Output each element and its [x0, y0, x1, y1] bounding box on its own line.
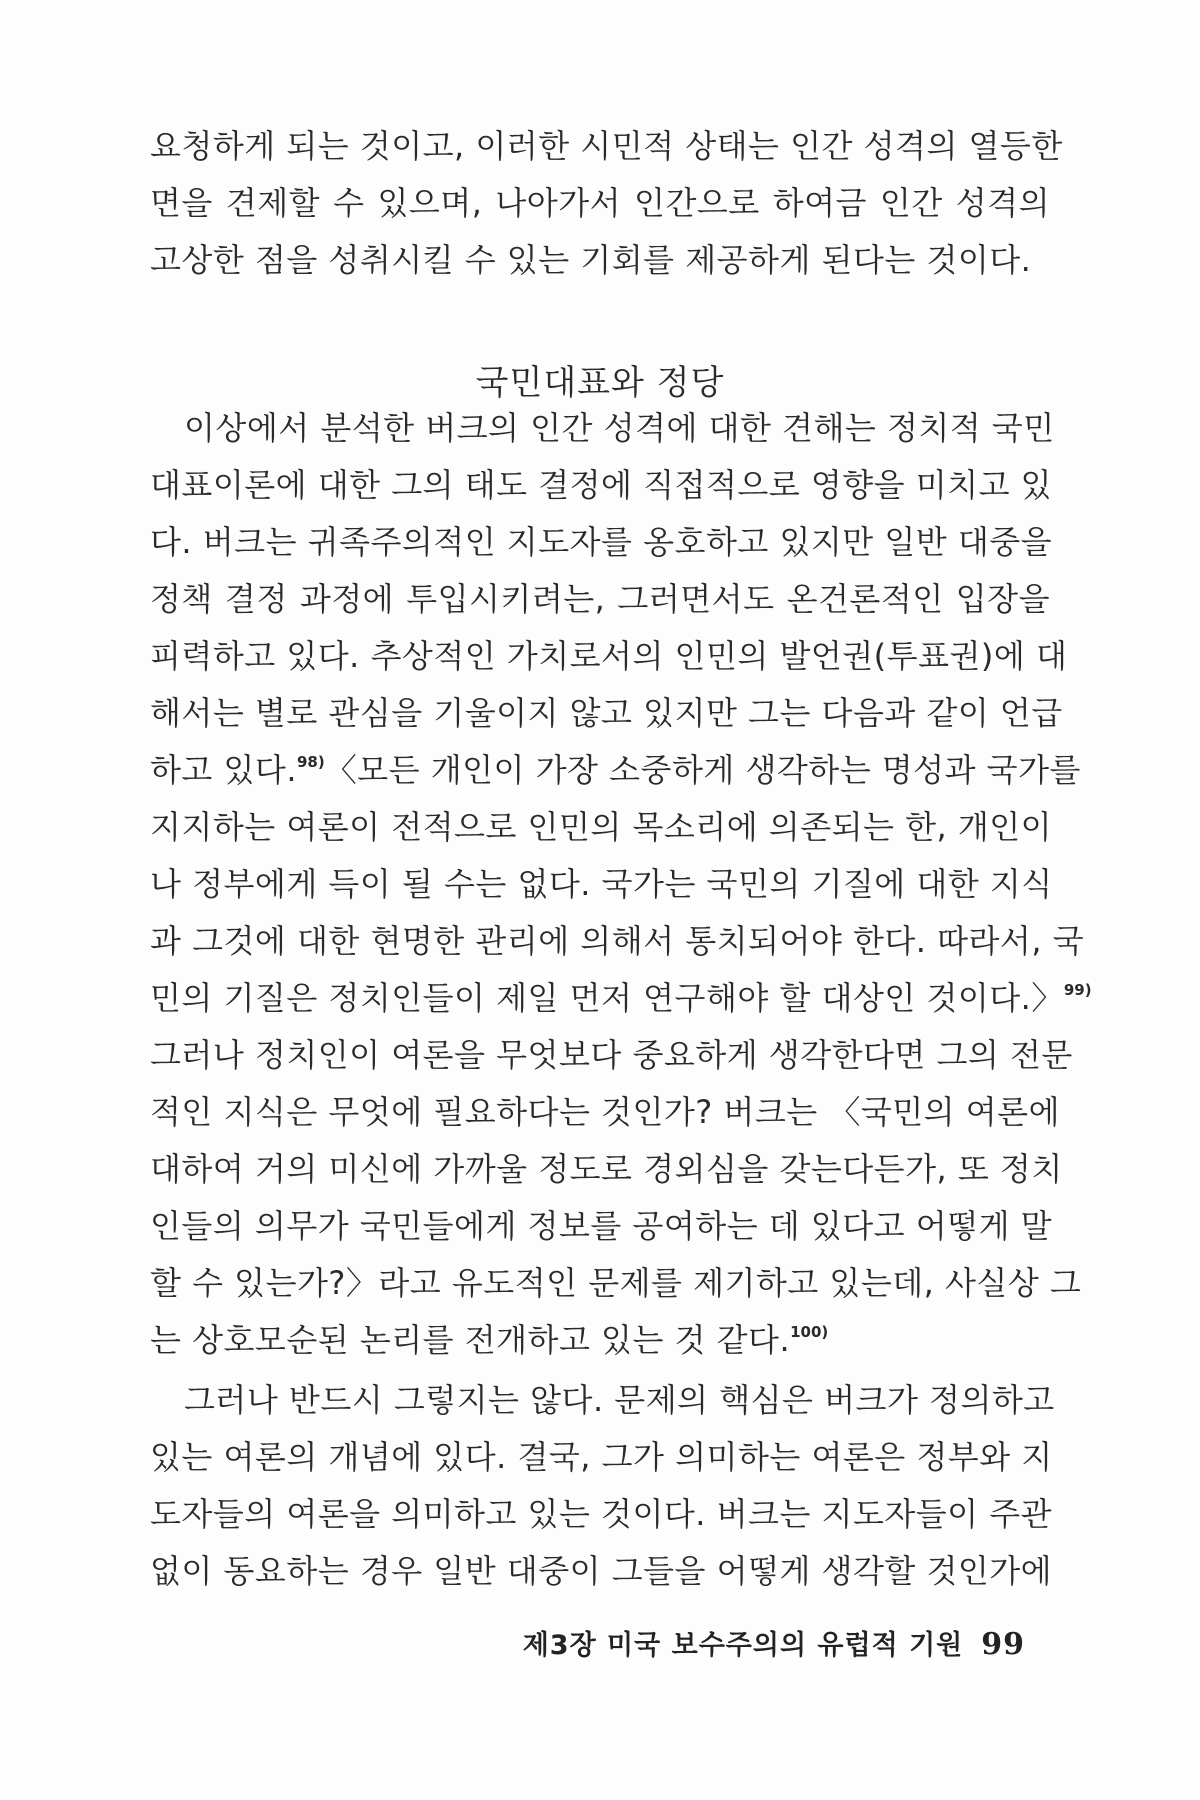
- intro-line-3: 고상한 점을 성취시킬 수 있는 기회를 제공하게 된다는 것이다.: [150, 241, 1032, 279]
- para2-line-4: 없이 동요하는 경우 일반 대중이 그들을 어떻게 생각할 것인가에: [150, 1552, 1053, 1590]
- para1-line-11-text: 민의 기질은 정치인들이 제일 먼저 연구해야 할 대상인 것이다.〉: [150, 979, 1064, 1017]
- para1-line-17: [150, 1312, 1050, 1369]
- para1-line-14: 대하여 거의 미신에 가까울 정도로 경외심을 갖는다든가, 또 정치: [150, 1150, 1063, 1188]
- intro-line-2: 면을 견제할 수 있으며, 나아가서 인간으로 하여금 인간 성격의: [150, 184, 1050, 222]
- para1-line-7-start: 하고 있다.: [150, 751, 297, 789]
- section-heading: 국민대표와 정당: [475, 363, 725, 403]
- para2-line-2: 있는 여론의 개념에 있다. 결국, 그가 의미하는 여론은 정부와 지: [150, 1438, 1053, 1476]
- para1-line-12: 그러나 정치인이 여론을 무엇보다 중요하게 생각한다면 그의 전문: [150, 1036, 1073, 1074]
- para1-line-5: 피력하고 있다. 추상적인 가치로서의 인민의 발언권(투표권)에 대: [150, 637, 1068, 675]
- para1-line-1: 이상에서 분석한 버크의 인간 성격에 대한 견해는 정치적 국민: [184, 409, 1055, 447]
- running-title: 제3장 미국 보수주의의 유럽적 기원: [522, 1630, 964, 1661]
- para1-line-7-end: 〈모든 개인이 가장 소중하게 생각하는 명성과 국가를: [324, 751, 1081, 789]
- footnote-ref-100: 100): [790, 1323, 829, 1341]
- paragraph-1: [150, 400, 1092, 1369]
- para1-line-4: 정책 결정 과정에 투입시키려는, 그러면서도 온건론적인 입장을: [150, 580, 1050, 618]
- paragraph-2: [150, 1372, 1055, 1600]
- intro-line-1: 요청하게 되는 것이고, 이러한 시민적 상태는 인간 성격의 열등한: [150, 127, 1063, 165]
- para1-line-17-text: 는 상호모순된 논리를 전개하고 있는 것 같다.: [150, 1321, 791, 1359]
- page-footer: [150, 1623, 1025, 1662]
- para1-line-6: 해서는 별로 관심을 기울이지 않고 있지만 그는 다음과 같이 언급: [150, 694, 1063, 732]
- para2-line-3: 도자들의 여론을 의미하고 있는 것이다. 버크는 지도자들이 주관: [150, 1495, 1053, 1533]
- para1-line-3: 다. 버크는 귀족주의적인 지도자를 옹호하고 있지만 일반 대중을: [150, 523, 1053, 561]
- para1-line-10: 과 그것에 대한 현명한 관리에 의해서 통치되어야 한다. 따라서, 국: [150, 922, 1085, 960]
- intro-paragraph: [150, 118, 1063, 289]
- para1-line-16: 할 수 있는가?〉라고 유도적인 문제를 제기하고 있는데, 사실상 그: [150, 1264, 1082, 1302]
- footnote-ref-98: 98): [297, 753, 325, 771]
- footnote-ref-99: 99): [1063, 981, 1092, 999]
- para1-line-7: [150, 742, 1081, 799]
- para1-line-2: 대표이론에 대한 그의 태도 결정에 직접적으로 영향을 미치고 있: [150, 466, 1053, 504]
- para1-line-8: 지지하는 여론이 전적으로 인민의 목소리에 의존되는 한, 개인이: [150, 808, 1053, 846]
- para1-line-13: 적인 지식은 무엇에 필요하다는 것인가? 버크는 〈국민의 여론에: [150, 1093, 1060, 1131]
- page-number: 99: [981, 1627, 1025, 1662]
- para1-line-9: 나 정부에게 득이 될 수는 없다. 국가는 국민의 기질에 대한 지식: [150, 865, 1053, 903]
- para2-line-1: 그러나 반드시 그렇지는 않다. 문제의 핵심은 버크가 정의하고: [184, 1381, 1055, 1419]
- para1-line-15: 인들의 의무가 국민들에게 정보를 공여하는 데 있다고 어떻게 말: [150, 1207, 1053, 1245]
- para1-line-11: [150, 970, 1092, 1027]
